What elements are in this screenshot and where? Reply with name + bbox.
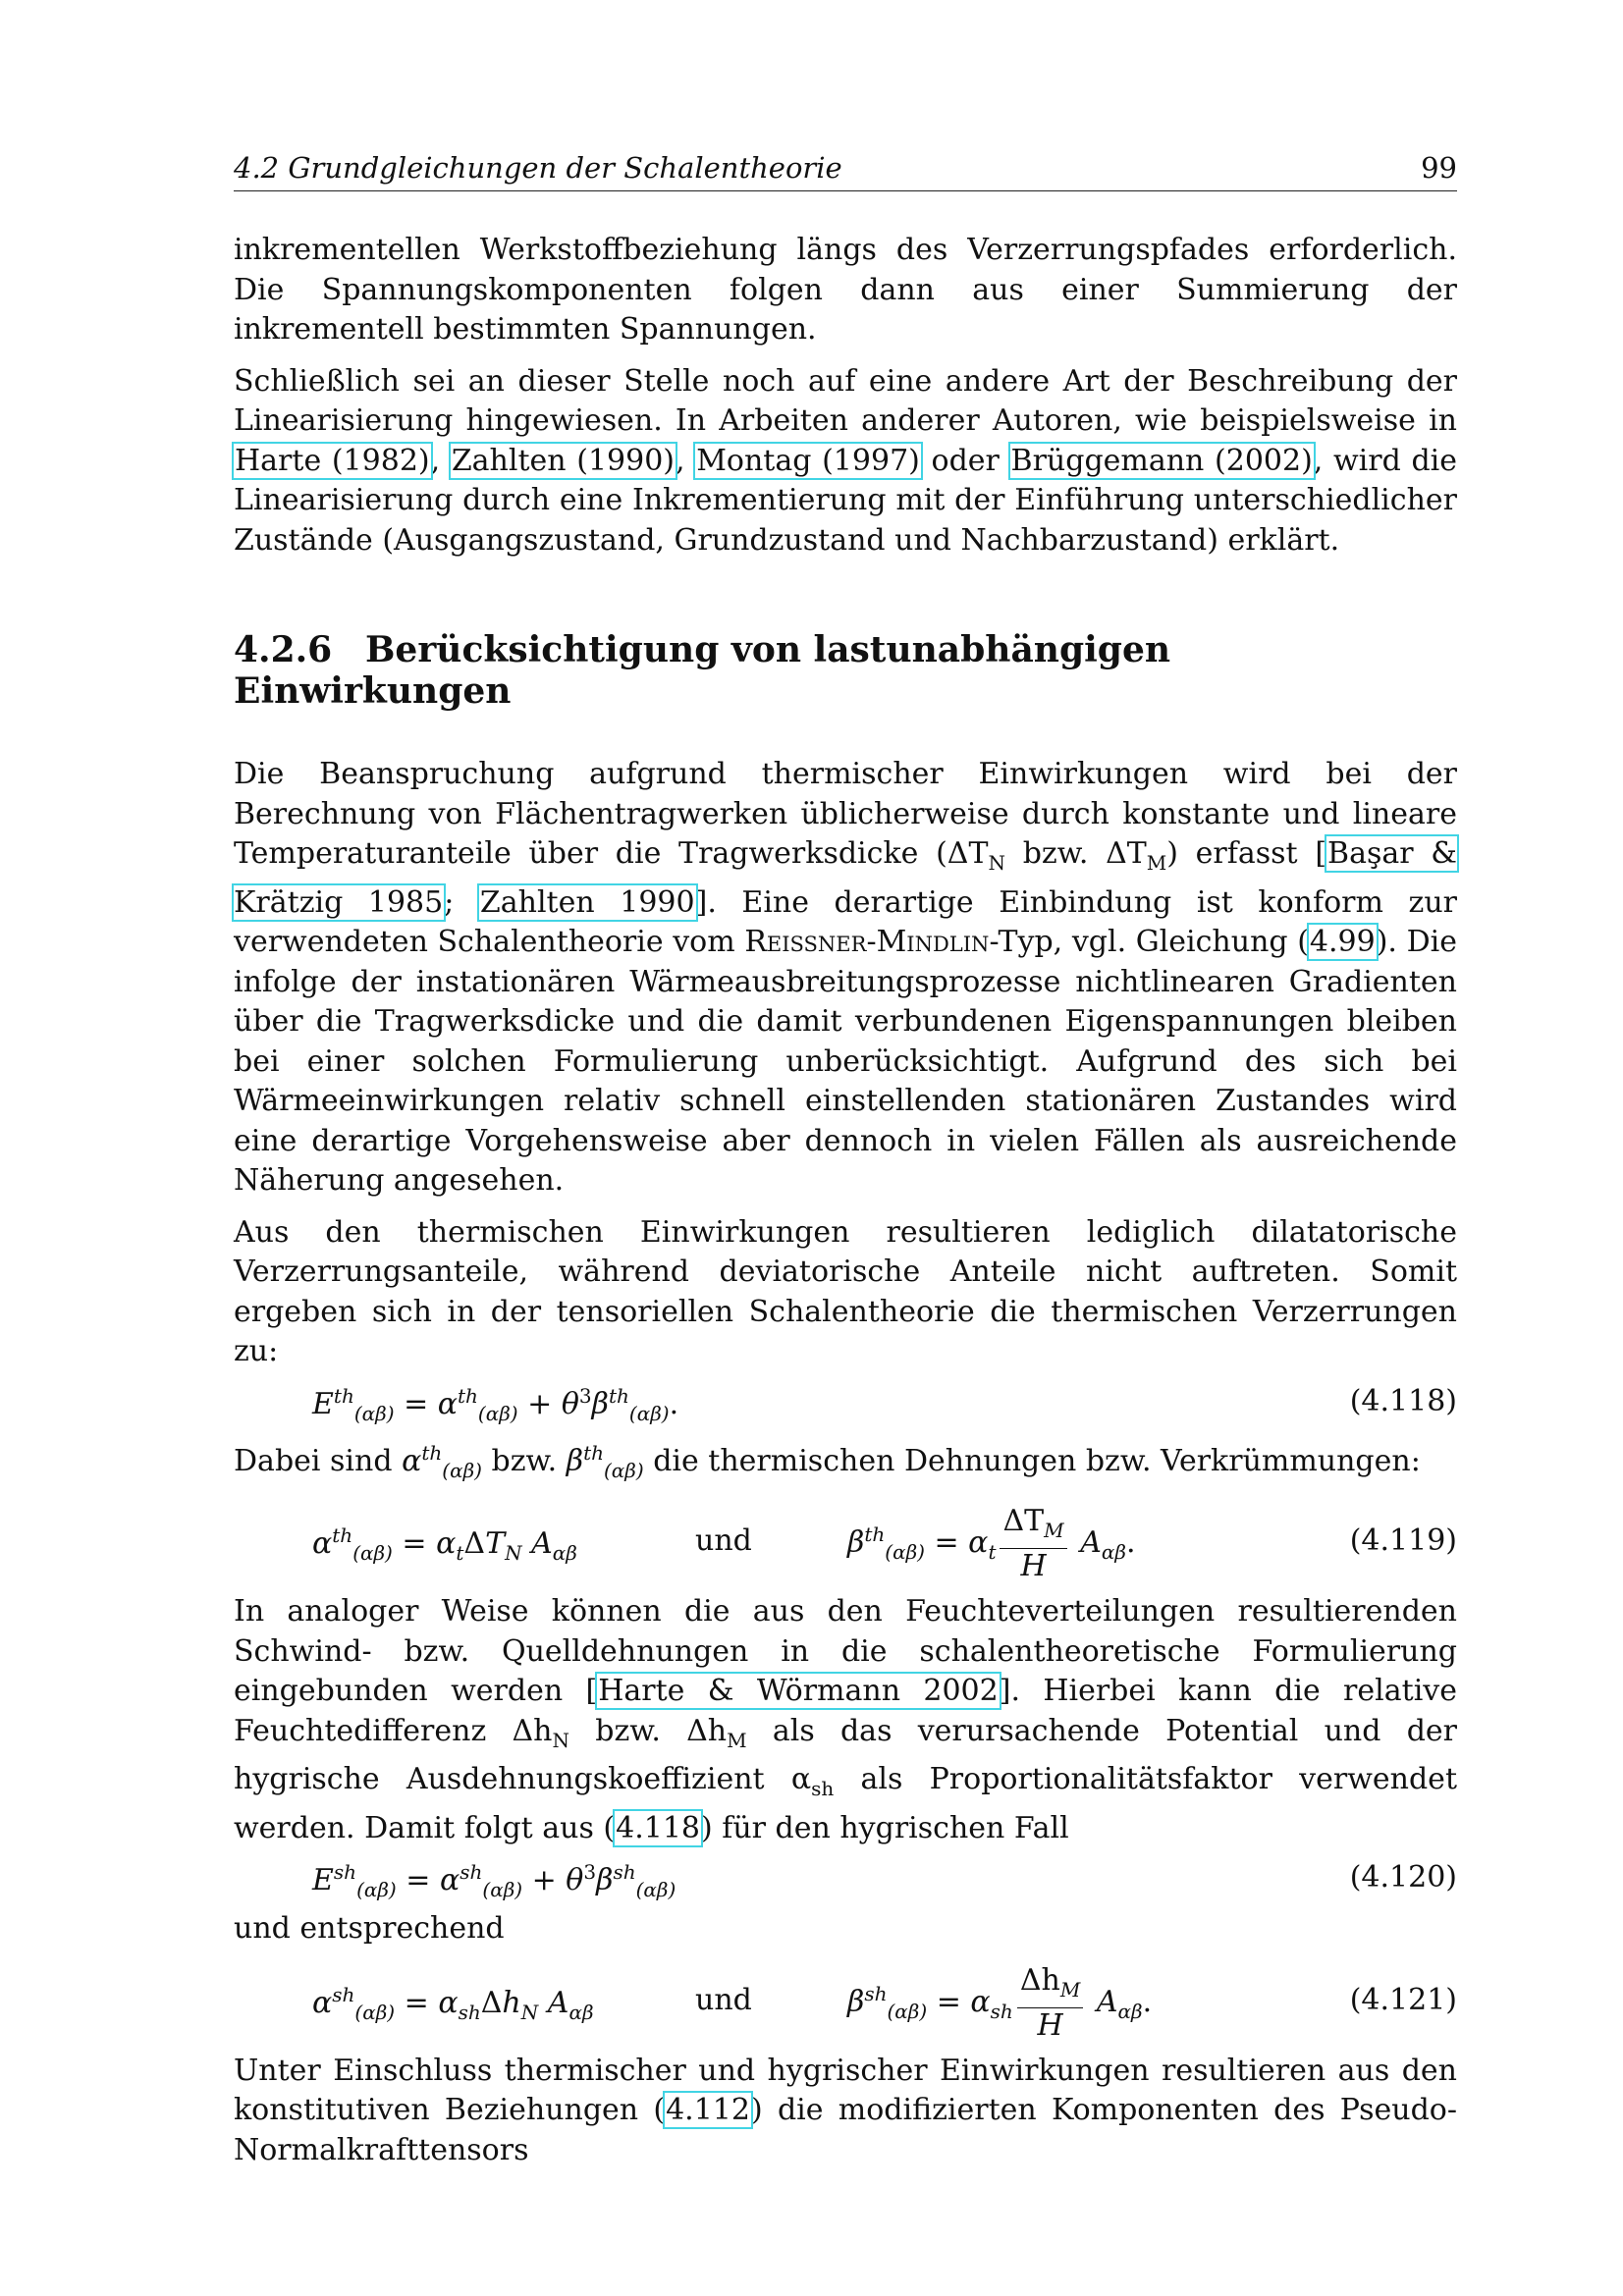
paragraph [234,755,1457,1201]
denominator: H [1037,2007,1063,2043]
equation-body: $E^{th}_{(\alpha\beta)} = \alpha^{th}_{(\alpha\beta)} + \theta^3\beta^{th}_{(\alpha\beta)}$. [312,1383,679,1425]
citation-link[interactable]: Başar & Krätzig 1985 [234,836,1458,920]
fraction: $\frac{\Delta h_M}{H}$ [1017,1963,1083,2044]
numerator: Δh [1019,1962,1060,1998]
equation-link[interactable]: 4.99 [1309,925,1376,959]
paragraph [234,362,1457,561]
section-heading [234,629,1457,712]
text: ). Die infolge der instationären Wärmeausbreitungsprozesse nichtlinearen Gradienten über die Tragwerksdicke und die damit verbundenen Eigenspannungen bleiben bei einer solchen Formulierung unberücksichtigt. Aufgrund des sich bei Wärmeeinwirkungen relativ schnell einstellenden stationären Zustandes wird eine derartige Vorgehensweise aber dennoch in vielen Fällen als ausreichende Näherung angesehen. [234,925,1457,1198]
text: bzw. [481,1443,567,1478]
text: die thermischen Dehnungen bzw. Verkrümmungen: [643,1443,1421,1478]
subscript: M [1146,851,1167,875]
equation-right: $\beta^{th}_{(\alpha\beta)} = \alpha_t$ $\frac{\Delta T_M}{H}$ $A_{\alpha\beta}$. [847,1504,1136,1583]
equation-body: $E^{sh}_{(\alpha\beta)} = \alpha^{sh}_{(\alpha\beta)} + \theta^3\beta^{sh}_{(\alpha\beta)}$ [312,1860,676,1901]
citation-link[interactable]: Harte (1982) [235,443,430,478]
text: oder [920,443,1010,478]
paragraph: Aus den thermischen Einwirkungen resultieren lediglich dilatatorische Verzerrungsanteile, während deviatorische Anteile nicht auftreten. Somit ergeben sich in der tensoriellen Schalentheorie die thermischen Verzerrungen zu: [234,1214,1457,1368]
text: ) erfasst [ [1166,836,1327,871]
text: , [676,443,696,478]
text: ]. Hierbei kann die relative Feuchtedifferenz Δh [234,1674,1457,1748]
small-caps-name: Reissner-Mindlin [744,925,990,959]
text: ; [444,884,479,920]
text: Die Beanspruchung aufgrund thermischer Einwirkungen wird bei der Berechnung von Flächentragwerken üblicherweise durch konstante und lineare Temperaturanteile über die Tragwerksdicke (ΔT [234,757,1457,871]
text: ]. Eine derartige Einbindung ist konform zur verwendeten Schalentheorie vom [234,884,1457,959]
text: , wird die Linearisierung durch eine Inkrementierung mit der Einführung unterschiedlicher Zustände (Ausgangszustand, Grundzustand und Nachbarzustand) erklärt. [234,443,1458,558]
equation-link[interactable]: 4.112 [666,2093,750,2127]
text: In analoger Weise können die aus den Feuchteverteilungen resultierenden Schwind- bzw. Quelldehnungen in die schalentheoretische Formulierung eingebunden werden [ [234,1594,1457,1708]
subscript: sh [811,1777,835,1800]
text: bzw. ΔT [1004,836,1147,871]
denominator: H [1020,1549,1047,1583]
text: bzw. Δh [569,1713,728,1748]
text: -Typ, vgl. Gleichung ( [989,925,1309,959]
equation-4-118 [234,1372,1457,1433]
text: als das verursachende Potential und der hygrische Ausdehnungskoeffizient α [234,1713,1457,1796]
text: als Proportionalitätsfaktor verwendet werden. Damit folgt aus ( [234,1762,1457,1845]
equation-number: (4.119) [1349,1523,1457,1558]
citation-link[interactable]: Zahlten (1990) [451,443,675,478]
citation-link[interactable]: Montag (1997) [696,443,920,478]
equation-4-121 [234,1949,1457,2052]
equation-number: (4.118) [1349,1383,1457,1418]
equation-4-120 [234,1848,1457,1909]
text: Schließlich sei an dieser Stelle noch auf eine andere Art der Beschreibung der Linearisierung hingewiesen. In Arbeiten anderer Autoren, wie beispielsweise in [234,363,1457,438]
subscript: M [727,1728,747,1752]
fraction: $\frac{\Delta T_M}{H}$ [1000,1504,1066,1584]
header-title: 4.2 Grundgleichungen der Schalentheorie [234,151,842,185]
paragraph [234,2052,1457,2171]
equation-left: $\alpha^{sh}_{(\alpha\beta)} = \alpha_{sh}\Delta h_N$ $A_{\alpha\beta}$ [312,1982,594,2024]
paragraph: inkrementellen Werkstoffbeziehung längs des Verzerrungspfades erforderlich. Die Spannungskomponenten folgen dann aus einer Summierung der inkrementell bestimmten Spannungen. [234,233,1457,347]
page-number: 99 [1421,151,1457,185]
equation-number: (4.121) [1349,1982,1457,2017]
subscript: N [552,1728,569,1752]
text: ) für den hygrischen Fall [701,1810,1069,1845]
text: ) die modifizierten Komponenten des Pseudo-Normalkrafttensors [234,2093,1457,2167]
equation-left: $\alpha^{th}_{(\alpha\beta)} = \alpha_t\Delta T_N$ $A_{\alpha\beta}$ [312,1523,577,1565]
equation-connector: und [695,1523,752,1558]
equation-4-119 [234,1490,1457,1592]
subscript: N [988,851,1005,875]
text: Unter Einschluss thermischer und hygrischer Einwirkungen resultieren aus den konstitutiven Beziehungen ( [234,2053,1457,2127]
equation-right: $\beta^{sh}_{(\alpha\beta)} = \alpha_{sh}$ $\frac{\Delta h_M}{H}$ $A_{\alpha\beta}$. [847,1962,1153,2043]
numerator: ΔT [1002,1504,1045,1538]
paragraph: Dabei sind $\alpha^{th}_{(\alpha\beta)}$ bzw. $\beta^{th}_{(\alpha\beta)}$ die thermischen Dehnungen bzw. Verkrümmungen: [234,1440,1421,1482]
paragraph: und entsprechend [234,1911,505,1946]
equation-number: (4.120) [1349,1860,1457,1895]
text: , [430,443,451,478]
running-header [234,147,1457,191]
text: Dabei sind [234,1443,403,1478]
page [234,147,1457,2170]
section-title: Berücksichtigung von lastunabhängigen Einwirkungen [234,629,1171,712]
citation-link[interactable]: Brüggemann (2002) [1010,443,1313,478]
equation-link[interactable]: 4.118 [616,1810,700,1845]
citation-link[interactable]: Harte & Wörmann 2002 [598,1674,999,1708]
section-number: 4.2.6 [234,629,333,670]
paragraph [234,1592,1457,1848]
equation-connector: und [695,1982,752,2017]
citation-link[interactable]: Zahlten 1990 [479,884,695,920]
